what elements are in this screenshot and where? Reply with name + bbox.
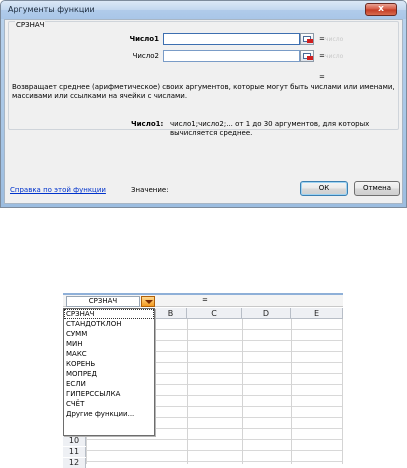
arg2-hint: число: [325, 53, 344, 60]
arg-help-label: Число1:: [131, 120, 164, 128]
dropdown-arrow-icon: [145, 300, 153, 304]
dialog-titlebar[interactable]: [1, 1, 406, 19]
close-button[interactable]: [365, 3, 397, 16]
function-item-hyperlink[interactable]: ГИПЕРССЫЛКА: [66, 390, 121, 398]
function-item-min[interactable]: МИН: [66, 340, 83, 348]
formula-bar: [63, 293, 343, 307]
arg-help-text: число1;число2;... от 1 до 30 аргументов, для которых вычисляется среднее.: [170, 120, 370, 137]
cancel-button[interactable]: Отмена: [354, 181, 400, 196]
value-label: Значение:: [131, 186, 169, 194]
arg1-range-button[interactable]: [300, 33, 314, 45]
function-item-count[interactable]: СЧЁТ: [66, 400, 85, 408]
column-header-d[interactable]: D: [242, 308, 291, 319]
function-group: [8, 21, 399, 137]
dialog-body: [4, 19, 403, 204]
function-dropdown-list: [63, 308, 155, 436]
ok-button[interactable]: ОК: [300, 181, 348, 196]
close-icon: x: [378, 4, 384, 14]
function-name: СРЗНАЧ: [16, 21, 45, 29]
dialog-title: Аргументы функции: [8, 5, 95, 14]
range-picker-arrow: [307, 39, 313, 43]
function-item-if[interactable]: ЕСЛИ: [66, 380, 86, 388]
grid-line: [291, 319, 292, 464]
arg1-equals: =: [319, 35, 325, 43]
function-item-more[interactable]: Другие функции...: [66, 410, 135, 418]
function-item-sum[interactable]: СУММ: [66, 330, 88, 338]
arg1-label: Число1: [129, 35, 159, 43]
formula-result-equals: =: [319, 73, 325, 81]
name-box[interactable]: СРЗНАЧ: [66, 296, 140, 307]
function-description: Возвращает среднее (арифметическое) своих аргументов, которые могут быть числами или именами, массивами или ссылками на ячейки с числами.: [12, 83, 395, 100]
column-header-e[interactable]: E: [291, 308, 343, 319]
arg2-range-button[interactable]: [300, 50, 314, 62]
arg2-equals: =: [319, 52, 325, 60]
arg2-input[interactable]: [163, 50, 300, 62]
formula-input[interactable]: =: [202, 296, 208, 304]
help-link[interactable]: Справка по этой функции: [10, 186, 106, 194]
ribbon-edge: [63, 293, 343, 295]
function-arguments-dialog: [0, 0, 407, 208]
arg1-input[interactable]: [163, 33, 300, 45]
arg2-label: Число2: [132, 52, 159, 60]
function-item-mdeterm[interactable]: МОПРЕД: [66, 370, 97, 378]
column-header-b[interactable]: B: [155, 308, 187, 319]
function-item-sqrt[interactable]: КОРЕНЬ: [66, 360, 96, 368]
range-picker-arrow: [307, 56, 313, 60]
function-dropdown-button[interactable]: [141, 296, 155, 307]
function-item-stdev[interactable]: СТАНДОТКЛОН: [66, 320, 122, 328]
arg1-hint: число: [325, 36, 344, 43]
grid-line: [187, 319, 188, 464]
function-item-max[interactable]: МАКС: [66, 350, 87, 358]
grid-line: [342, 319, 343, 464]
function-item-average[interactable]: СРЗНАЧ: [64, 309, 154, 319]
row-header-12[interactable]: 12: [63, 458, 86, 468]
column-header-c[interactable]: C: [187, 308, 242, 319]
row-header-10[interactable]: 10: [63, 436, 86, 446]
row-header-11[interactable]: 11: [63, 447, 86, 457]
grid-line: [242, 319, 243, 464]
